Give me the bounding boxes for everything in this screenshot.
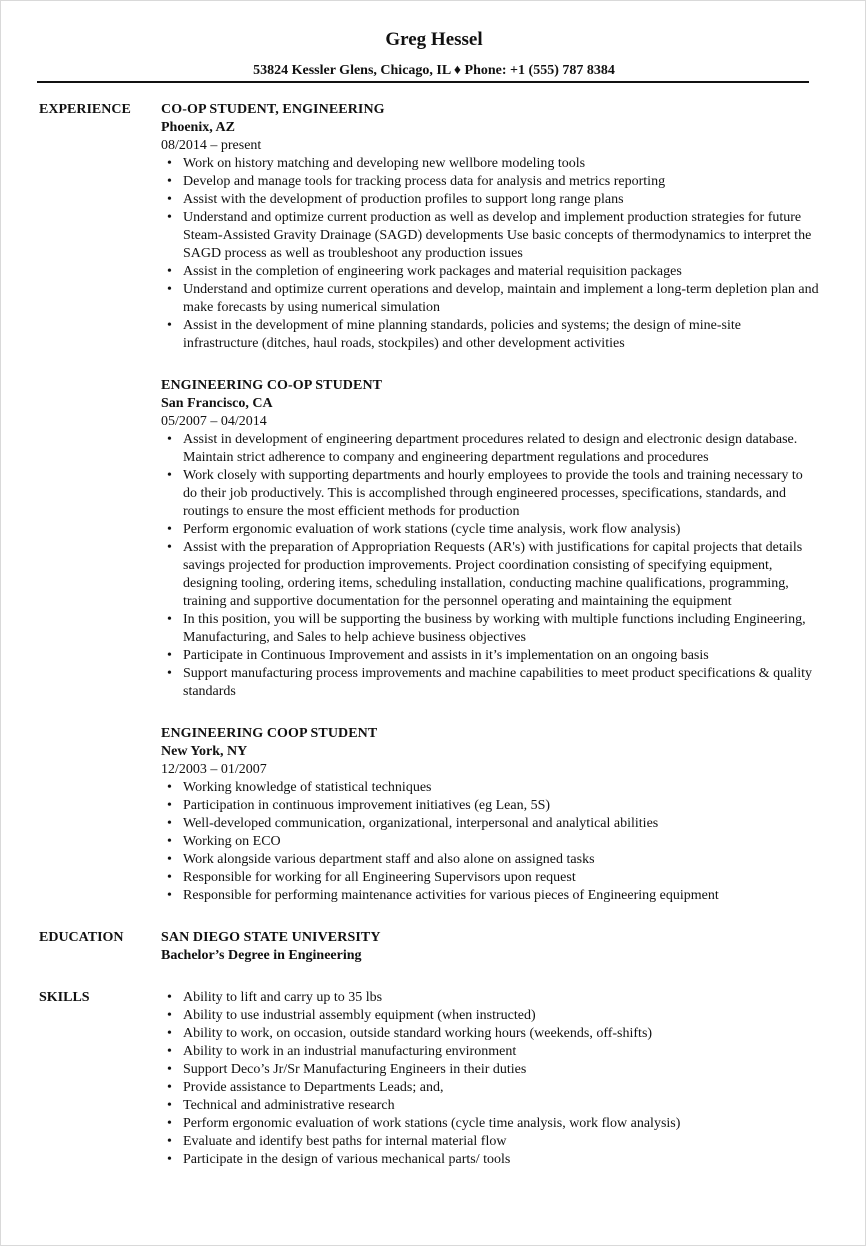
list-item: • Participate in Continuous Improvement and assists in it’s implementation on an ongoing basis [161, 647, 819, 665]
list-item: • Assist with the preparation of Appropriation Requests (AR's) with justifications for capital projects that details savings projected for production improvements. Project coordination consisting of specifying equipment, designing tooling, ordering items, scheduling installation, conducting machine qualifications, programming, training and supportive documentation for the personnel operating and maintaining the equipment [161, 539, 819, 611]
list-item: • Perform ergonomic evaluation of work stations (cycle time analysis, work flow analysis) [161, 521, 819, 539]
skills-section [39, 989, 819, 1169]
experience-list [161, 101, 819, 905]
list-item: • Perform ergonomic evaluation of work stations (cycle time analysis, work flow analysis) [161, 1115, 819, 1133]
job-bullet-list [161, 155, 819, 353]
list-item: • Ability to work, on occasion, outside standard working hours (weekends, off-shifts) [161, 1025, 819, 1043]
candidate-name: Greg Hessel [385, 29, 483, 50]
resume-content [39, 101, 819, 1169]
job-location: San Francisco, CA [161, 396, 273, 411]
experience-section [39, 101, 819, 905]
job-entry [161, 377, 819, 701]
list-item: • Ability to work in an industrial manufacturing environment [161, 1043, 819, 1061]
job-dates: 08/2014 – present [161, 138, 262, 153]
job-dates: 12/2003 – 01/2007 [161, 762, 267, 777]
education-section [39, 929, 819, 965]
job-location: Phoenix, AZ [161, 120, 235, 135]
job-title: CO-OP STUDENT, ENGINEERING [161, 102, 385, 117]
job-entry [161, 725, 819, 905]
job-bullet-list [161, 779, 819, 905]
school-name: SAN DIEGO STATE UNIVERSITY [161, 930, 381, 945]
experience-heading: EXPERIENCE [39, 102, 131, 117]
job-entry [161, 101, 819, 353]
list-item: • Participate in the design of various mechanical parts/ tools [161, 1151, 819, 1169]
job-dates: 05/2007 – 04/2014 [161, 414, 267, 429]
skills-body [161, 989, 819, 1169]
list-item: • Assist in the development of mine planning standards, policies and systems; the design of mine-site infrastructure (ditches, haul roads, stockpiles) and other development activities [161, 317, 819, 353]
list-item: • Understand and optimize current production as well as develop and implement production strategies for future Steam-Assisted Gravity Drainage (SAGD) developments Use basic concepts of thermodynamics to interpret the SAGD process as well as troubleshoot any production issues [161, 209, 819, 263]
job-title: ENGINEERING CO-OP STUDENT [161, 378, 383, 393]
header-divider [37, 81, 809, 83]
list-item: • Develop and manage tools for tracking process data for analysis and metrics reporting [161, 173, 819, 191]
list-item: • Working knowledge of statistical techniques [161, 779, 819, 797]
degree: Bachelor’s Degree in Engineering [161, 948, 362, 963]
list-item: • Support Deco’s Jr/Sr Manufacturing Engineers in their duties [161, 1061, 819, 1079]
list-item: • In this position, you will be supporting the business by working with multiple functions including Engineering, Manufacturing, and Sales to help achieve business objectives [161, 611, 819, 647]
list-item: • Evaluate and identify best paths for internal material flow [161, 1133, 819, 1151]
list-item: • Responsible for working for all Engineering Supervisors upon request [161, 869, 819, 887]
list-item: • Ability to use industrial assembly equipment (when instructed) [161, 1007, 819, 1025]
list-item: • Technical and administrative research [161, 1097, 819, 1115]
job-title: ENGINEERING COOP STUDENT [161, 726, 378, 741]
contact-line: 53824 Kessler Glens, Chicago, IL ♦ Phone: +1 (555) 787 8384 [253, 63, 615, 78]
list-item: • Assist in the completion of engineering work packages and material requisition packages [161, 263, 819, 281]
list-item: • Support manufacturing process improvements and machine capabilities to meet product specifications & quality standards [161, 665, 819, 701]
list-item: • Well-developed communication, organizational, interpersonal and analytical abilities [161, 815, 819, 833]
list-item: • Work on history matching and developing new wellbore modeling tools [161, 155, 819, 173]
education-body [161, 929, 819, 965]
skills-heading: SKILLS [39, 990, 90, 1005]
list-item: • Work alongside various department staff and also alone on assigned tasks [161, 851, 819, 869]
list-item: • Responsible for performing maintenance activities for various pieces of Engineering equipment [161, 887, 819, 905]
list-item: • Assist with the development of production profiles to support long range plans [161, 191, 819, 209]
list-item: • Understand and optimize current operations and develop, maintain and implement a long-term depletion plan and make forecasts by using numerical simulation [161, 281, 819, 317]
list-item: • Assist in development of engineering department procedures related to design and electronic design database. Maintain strict adherence to company and engineering department regulations and procedures [161, 431, 819, 467]
list-item: • Working on ECO [161, 833, 819, 851]
list-item: • Participation in continuous improvement initiatives (eg Lean, 5S) [161, 797, 819, 815]
list-item: • Work closely with supporting departments and hourly employees to provide the tools and training necessary to do their job productively. This is accomplished through engineered processes, specifications, standards, and routings to ensure the most efficient methods for production [161, 467, 819, 521]
list-item: • Provide assistance to Departments Leads; and, [161, 1079, 819, 1097]
skills-list [161, 989, 819, 1169]
job-location: New York, NY [161, 744, 248, 759]
list-item: • Ability to lift and carry up to 35 lbs [161, 989, 819, 1007]
job-bullet-list [161, 431, 819, 701]
education-heading: EDUCATION [39, 930, 124, 945]
